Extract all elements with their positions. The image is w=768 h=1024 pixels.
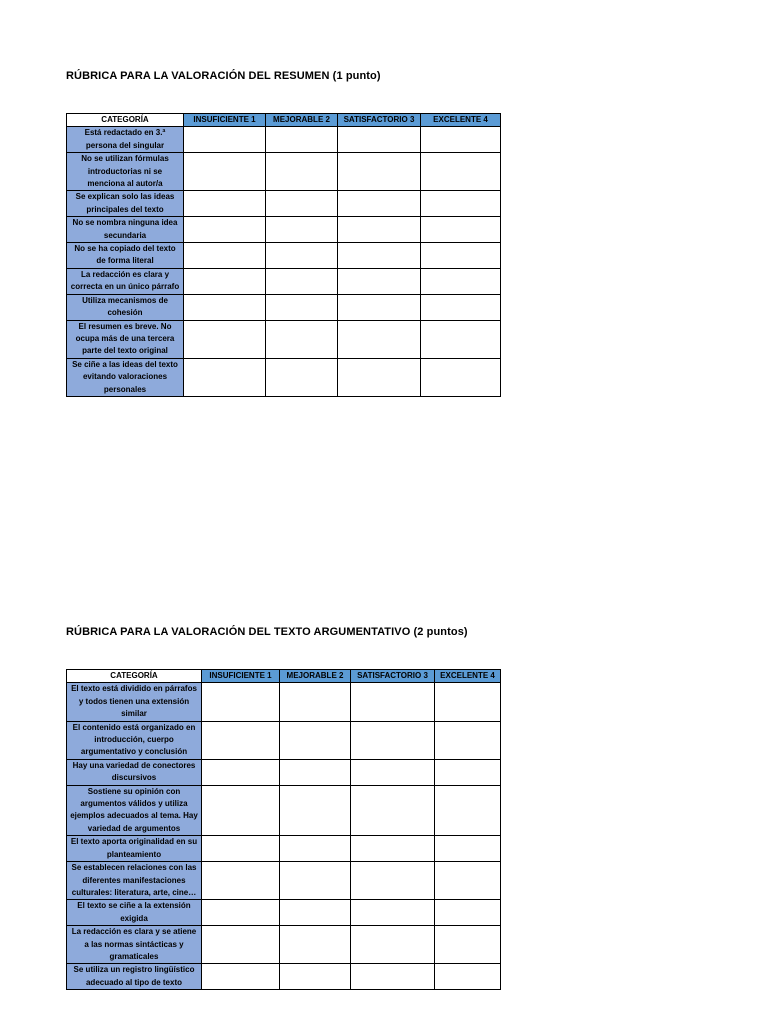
score-cell	[266, 294, 338, 320]
criterion-cell: No se utilizan fórmulas introductorias ni se menciona al autor/a	[67, 153, 184, 191]
criterion-cell: Se explican solo las ideas principales del texto	[67, 191, 184, 217]
criterion-cell: No se nombra ninguna idea secundaria	[67, 217, 184, 243]
score-cell	[338, 268, 421, 294]
score-cell	[202, 785, 280, 836]
score-cell	[280, 900, 351, 926]
criterion-cell: La redacción es clara y correcta en un único párrafo	[67, 268, 184, 294]
score-cell	[351, 785, 435, 836]
table-row	[67, 683, 501, 721]
table-row	[67, 320, 501, 358]
criterion-cell: Está redactado en 3.ª persona del singular	[67, 127, 184, 153]
category-header: CATEGORÍA	[67, 114, 184, 127]
score-cell	[184, 294, 266, 320]
table-row	[67, 759, 501, 785]
score-cell	[266, 358, 338, 396]
score-cell	[435, 926, 501, 964]
criterion-cell: Sostiene su opinión con argumentos válidos y utiliza ejemplos adecuados al tema. Hay variedad de argumentos	[67, 785, 202, 836]
score-cell	[184, 191, 266, 217]
summary-rubric-body	[67, 127, 501, 397]
table-row	[67, 243, 501, 269]
score-cell	[421, 268, 501, 294]
score-cell	[266, 153, 338, 191]
score-cell	[435, 862, 501, 900]
score-cell	[435, 683, 501, 721]
category-header: CATEGORÍA	[67, 670, 202, 683]
score-cell	[421, 153, 501, 191]
score-cell	[435, 900, 501, 926]
score-cell	[280, 759, 351, 785]
score-cell	[351, 759, 435, 785]
table-row	[67, 153, 501, 191]
criterion-cell: Hay una variedad de conectores discursivos	[67, 759, 202, 785]
table-row	[67, 721, 501, 759]
table-row	[67, 217, 501, 243]
score-cell	[351, 926, 435, 964]
argumentative-rubric-table	[66, 669, 501, 990]
score-cell	[184, 243, 266, 269]
criterion-cell: No se ha copiado del texto de forma literal	[67, 243, 184, 269]
score-cell	[421, 191, 501, 217]
level-header-satisfactorio: SATISFACTORIO 3	[351, 670, 435, 683]
score-cell	[338, 153, 421, 191]
criterion-cell: El texto está dividido en párrafos y todos tienen una extensión similar	[67, 683, 202, 721]
level-header-excelente: EXCELENTE 4	[421, 114, 501, 127]
score-cell	[280, 683, 351, 721]
table-row	[67, 964, 501, 990]
score-cell	[202, 683, 280, 721]
score-cell	[338, 320, 421, 358]
score-cell	[202, 964, 280, 990]
criterion-cell: El resumen es breve. No ocupa más de una tercera parte del texto original	[67, 320, 184, 358]
criterion-cell: El texto aporta originalidad en su planteamiento	[67, 836, 202, 862]
score-cell	[266, 320, 338, 358]
table-header-row	[67, 114, 501, 127]
score-cell	[421, 243, 501, 269]
score-cell	[184, 217, 266, 243]
score-cell	[202, 926, 280, 964]
score-cell	[266, 191, 338, 217]
criterion-cell: El contenido está organizado en introducción, cuerpo argumentativo y conclusión	[67, 721, 202, 759]
level-header-satisfactorio: SATISFACTORIO 3	[338, 114, 421, 127]
score-cell	[435, 759, 501, 785]
score-cell	[202, 721, 280, 759]
score-cell	[435, 721, 501, 759]
score-cell	[184, 320, 266, 358]
score-cell	[202, 759, 280, 785]
score-cell	[202, 836, 280, 862]
score-cell	[202, 862, 280, 900]
argumentative-rubric-title: RÚBRICA PARA LA VALORACIÓN DEL TEXTO ARGUMENTATIVO (2 puntos)	[66, 626, 468, 638]
level-header-excelente: EXCELENTE 4	[435, 670, 501, 683]
table-row	[67, 127, 501, 153]
score-cell	[338, 243, 421, 269]
criterion-cell: Se establecen relaciones con las diferentes manifestaciones culturales: literatura, arte, cine…	[67, 862, 202, 900]
score-cell	[338, 127, 421, 153]
table-row	[67, 358, 501, 396]
score-cell	[338, 294, 421, 320]
table-row	[67, 268, 501, 294]
score-cell	[184, 127, 266, 153]
score-cell	[351, 964, 435, 990]
summary-rubric-title: RÚBRICA PARA LA VALORACIÓN DEL RESUMEN (1 punto)	[66, 70, 381, 82]
score-cell	[184, 153, 266, 191]
score-cell	[338, 217, 421, 243]
score-cell	[280, 964, 351, 990]
score-cell	[202, 900, 280, 926]
score-cell	[351, 862, 435, 900]
score-cell	[421, 294, 501, 320]
criterion-cell: La redacción es clara y se atiene a las normas sintácticas y gramaticales	[67, 926, 202, 964]
score-cell	[280, 721, 351, 759]
table-row	[67, 862, 501, 900]
score-cell	[338, 191, 421, 217]
table-row	[67, 836, 501, 862]
score-cell	[435, 964, 501, 990]
score-cell	[351, 836, 435, 862]
table-row	[67, 900, 501, 926]
score-cell	[421, 217, 501, 243]
score-cell	[421, 127, 501, 153]
criterion-cell: Se ciñe a las ideas del texto evitando valoraciones personales	[67, 358, 184, 396]
score-cell	[184, 358, 266, 396]
score-cell	[338, 358, 421, 396]
level-header-mejorable: MEJORABLE 2	[280, 670, 351, 683]
score-cell	[266, 217, 338, 243]
argumentative-rubric-body	[67, 683, 501, 990]
table-header-row	[67, 670, 501, 683]
score-cell	[280, 836, 351, 862]
score-cell	[435, 785, 501, 836]
table-row	[67, 191, 501, 217]
level-header-insuficiente: INSUFICIENTE 1	[184, 114, 266, 127]
criterion-cell: Se utiliza un registro lingüístico adecuado al tipo de texto	[67, 964, 202, 990]
score-cell	[351, 721, 435, 759]
table-row	[67, 926, 501, 964]
score-cell	[421, 358, 501, 396]
criterion-cell: El texto se ciñe a la extensión exigida	[67, 900, 202, 926]
score-cell	[421, 320, 501, 358]
score-cell	[266, 243, 338, 269]
table-row	[67, 785, 501, 836]
level-header-insuficiente: INSUFICIENTE 1	[202, 670, 280, 683]
criterion-cell: Utiliza mecanismos de cohesión	[67, 294, 184, 320]
score-cell	[266, 268, 338, 294]
score-cell	[435, 836, 501, 862]
score-cell	[351, 900, 435, 926]
score-cell	[280, 862, 351, 900]
table-row	[67, 294, 501, 320]
score-cell	[266, 127, 338, 153]
score-cell	[184, 268, 266, 294]
score-cell	[280, 926, 351, 964]
score-cell	[351, 683, 435, 721]
summary-rubric-table	[66, 113, 501, 397]
level-header-mejorable: MEJORABLE 2	[266, 114, 338, 127]
score-cell	[280, 785, 351, 836]
